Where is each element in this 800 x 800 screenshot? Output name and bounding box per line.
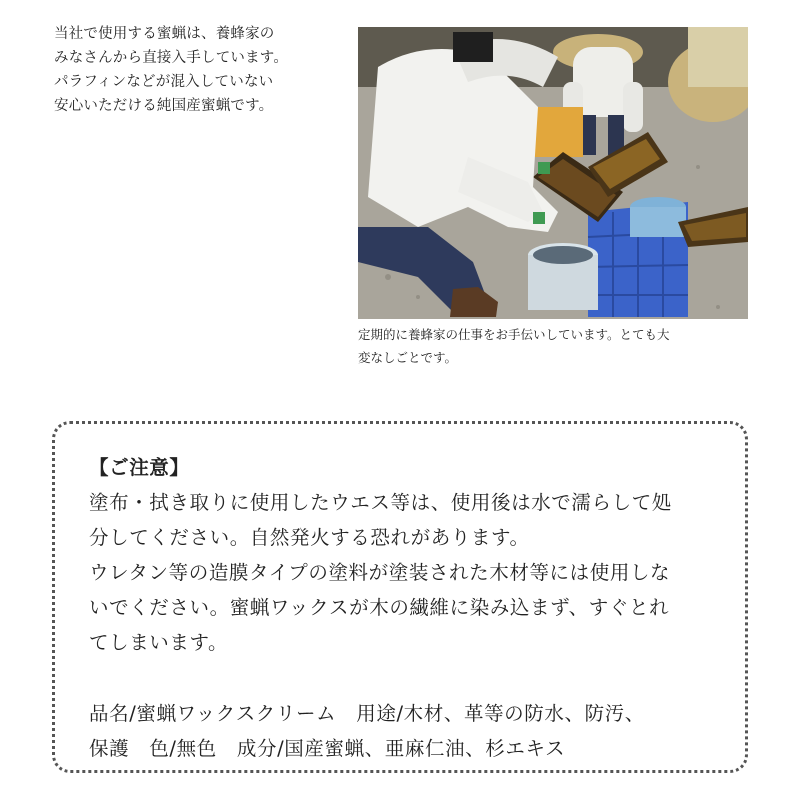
caution-body — [89, 450, 729, 660]
product-spec — [89, 696, 729, 766]
caution-box — [52, 421, 748, 773]
caption-line: 変なしごとです。 — [358, 350, 458, 365]
spec-line: 品名/蜜蝋ワックスクリーム 用途/木材、革等の防水、防汚、 — [89, 702, 645, 725]
caution-title: 【ご注意】 — [89, 456, 190, 479]
intro-line: パラフィンなどが混入していない — [54, 74, 274, 90]
beekeeping-photo — [358, 27, 748, 319]
caption-line: 定期的に養蜂家の仕事をお手伝いしています。とても大 — [358, 327, 670, 342]
intro-line: みなさんから直接入手しています。 — [54, 50, 289, 66]
caution-line: 塗布・拭き取りに使用したウエス等は、使用後は水で濡らして処 — [89, 491, 672, 514]
caution-line: 分してください。自然発火する恐れがあります。 — [89, 526, 530, 549]
intro-line: 当社で使用する蜜蝋は、養蜂家の — [54, 26, 275, 42]
caution-line: ウレタン等の造膜タイプの塗料が塗装された木材等には使用しな — [89, 561, 671, 584]
photo-caption — [358, 323, 753, 369]
spec-line: 保護 色/無色 成分/国産蜜蝋、亜麻仁油、杉エキス — [89, 737, 566, 760]
intro-line: 安心いただける純国産蜜蝋です。 — [54, 98, 274, 114]
caution-line: てしまいます。 — [89, 631, 229, 654]
caution-line: いでください。蜜蝋ワックスが木の繊維に染み込まず、すぐとれ — [89, 596, 670, 619]
intro-text — [54, 22, 344, 118]
